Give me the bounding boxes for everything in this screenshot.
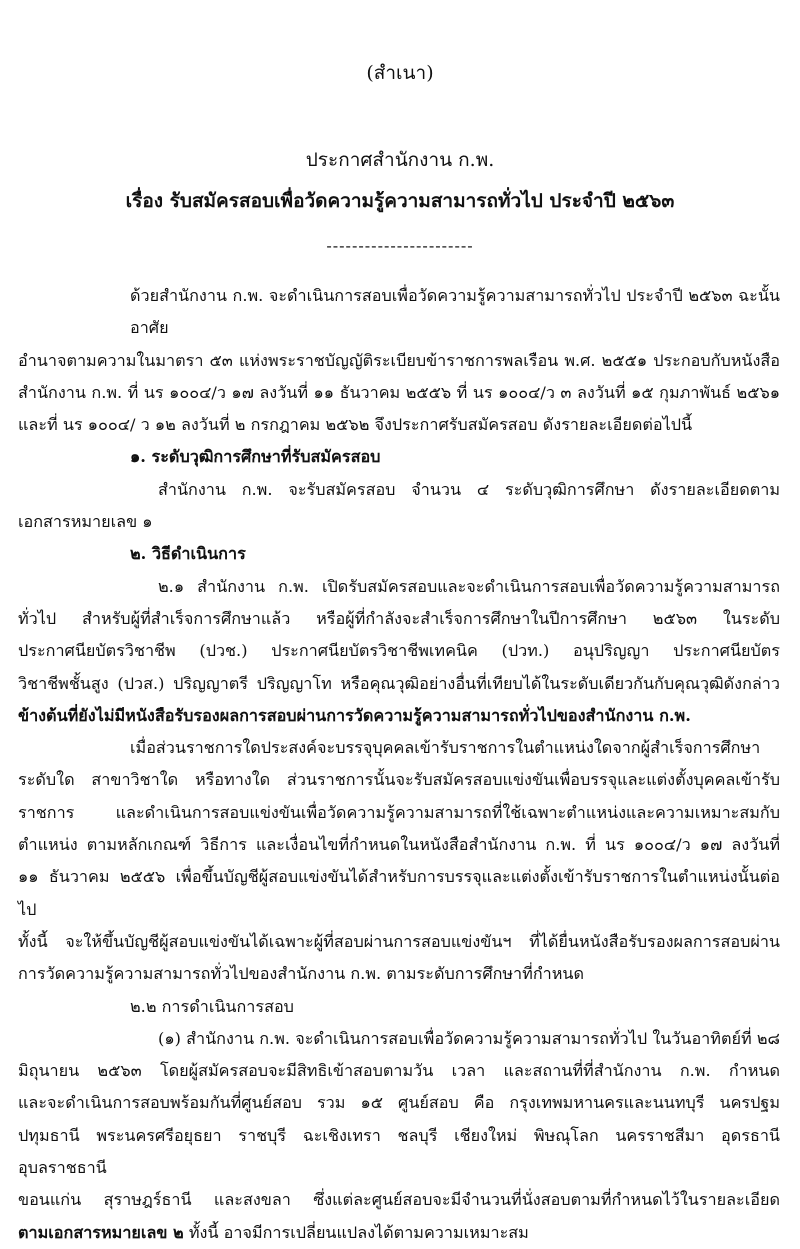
intro-line-3: สำนักงาน ก.พ. ที่ นร ๑๐๐๔/ว ๑๗ ลงวันที่ ๑๑ ธันวาคม ๒๕๕๖ ที่ นร ๑๐๐๔/ว ๓ ลงวันที่ ๑๕ กุมภาพันธ์ ๒๕๖๑ bbox=[18, 382, 780, 402]
section2-para2-line-3: ราชการ และดำเนินการสอบแข่งขันเพื่อวัดความรู้ความสามารถที่ใช้เฉพาะตำแหน่งและความเหมาะสมกับ bbox=[18, 802, 780, 822]
section2-para2-line-2: ระดับใด สาขาวิชาใด หรือทางใด ส่วนราชการนั้นจะรับสมัครสอบแข่งขันเพื่อบรรจุและแต่งตั้งบุคคลเข้ารับ bbox=[18, 770, 780, 790]
section2-para1-line-1: ๒.๑ สำนักงาน ก.พ. เปิดรับสมัครสอบและจะดำเนินการสอบเพื่อวัดความรู้ความสามารถ bbox=[158, 576, 780, 596]
announcement-subject: เรื่อง รับสมัครสอบเพื่อวัดความรู้ความสามารถทั่วไป ประจำปี ๒๕๖๓ bbox=[125, 190, 675, 212]
document-reference-2: ตามเอกสารหมายเลข ๒ bbox=[18, 1222, 184, 1242]
announcement-title: ประกาศสำนักงาน ก.พ. bbox=[305, 149, 495, 171]
section2-para2-line-6: ทั้งนี้ จะให้ขึ้นบัญชีผู้สอบแข่งขันได้เฉพาะผู้ที่สอบผ่านการสอบแข่งขันฯ ที่ได้ยื่นหนังสือรับรองผลการสอบผ่าน bbox=[18, 931, 780, 951]
divider-line: ----------------------- bbox=[326, 236, 474, 255]
section2-para1-line-2: ทั่วไป สำหรับผู้ที่สำเร็จการศึกษาแล้ว หรือผู้ที่กำลังจะสำเร็จการศึกษาในปีการศึกษา ๒๕๖๓ ในระดับ bbox=[18, 608, 780, 628]
section2-para1-line-4: วิชาชีพชั้นสูง (ปวส.) ปริญญาตรี ปริญญาโท หรือคุณวุฒิอย่างอื่นที่เทียบได้ในระดับเดียวกันกับคุณวุฒิดังกล่าว bbox=[18, 673, 780, 693]
intro-line-4: และที่ นร ๑๐๐๔/ ว ๑๒ ลงวันที่ ๒ กรกฎาคม ๒๕๖๒ จึงประกาศรับสมัครสอบ ดังรายละเอียดต่อไปนี้ bbox=[18, 415, 693, 435]
sub22-item1-line-6 bbox=[18, 1217, 780, 1249]
section2-para2-line-4: ตำแหน่ง ตามหลักเกณฑ์ วิธีการ และเงื่อนไขที่กำหนดในหนังสือสำนักงาน ก.พ. ที่ นร ๑๐๐๔/ว ๑๗ ลงวันที่ bbox=[18, 835, 780, 855]
intro-line-1: ด้วยสำนักงาน ก.พ. จะดำเนินการสอบเพื่อวัดความรู้ความสามารถทั่วไป ประจำปี ๒๕๖๓ ฉะนั้น อาศัย bbox=[130, 286, 780, 338]
sub22-heading: ๒.๒ การดำเนินการสอบ bbox=[130, 996, 294, 1016]
intro-line-2: อำนาจตามความในมาตรา ๕๓ แห่งพระราชบัญญัติระเบียบข้าราชการพลเรือน พ.ศ. ๒๕๕๑ ประกอบกับหนังสือ bbox=[18, 350, 780, 370]
sub22-item1-line-1: (๑) สำนักงาน ก.พ. จะดำเนินการสอบเพื่อวัดความรู้ความสามารถทั่วไป ในวันอาทิตย์ที่ ๒๘ bbox=[158, 1028, 780, 1048]
section1-heading: ๑. ระดับวุฒิการศึกษาที่รับสมัครสอบ bbox=[130, 447, 381, 467]
copy-label: (สำเนา) bbox=[366, 62, 434, 84]
section2-para1-line-5: ข้างต้นที่ยังไม่มีหนังสือรับรองผลการสอบผ่านการวัดความรู้ความสามารถทั่วไปของสำนักงาน ก.พ. bbox=[18, 705, 691, 725]
sub22-closing-text: ทั้งนี้ อาจมีการเปลี่ยนแปลงได้ตามความเหมาะสม bbox=[183, 1222, 529, 1242]
section2-para2-line-1: เมื่อส่วนราชการใดประสงค์จะบรรจุบุคคลเข้ารับราชการในตำแหน่งใดจากผู้สำเร็จการศึกษา bbox=[130, 738, 761, 758]
section2-heading: ๒. วิธีดำเนินการ bbox=[130, 544, 246, 564]
section2-para2-line-5: ๑๑ ธันวาคม ๒๕๕๖ เพื่อขึ้นบัญชีผู้สอบแข่งขันได้สำหรับการบรรจุและแต่งตั้งเข้ารับราชการในตำแหน่งนั้นต่อไป bbox=[18, 867, 780, 919]
section2-para1-line-3: ประกาศนียบัตรวิชาชีพ (ปวช.) ประกาศนียบัตรวิชาชีพเทคนิค (ปวท.) อนุปริญญา ประกาศนียบัตร bbox=[18, 641, 780, 661]
sub22-item1-line-2: มิถุนายน ๒๕๖๓ โดยผู้สมัครสอบจะมีสิทธิเข้าสอบตามวัน เวลา และสถานที่ที่สำนักงาน ก.พ. กำหนด bbox=[18, 1061, 780, 1081]
section2-para2-line-7: การวัดความรู้ความสามารถทั่วไปของสำนักงาน ก.พ. ตามระดับการศึกษาที่กำหนด bbox=[18, 964, 584, 984]
section1-line-1: สำนักงาน ก.พ. จะรับสมัครสอบ จำนวน ๔ ระดับวุฒิการศึกษา ดังรายละเอียดตาม bbox=[158, 479, 780, 499]
sub22-item1-line-3: และจะดำเนินการสอบพร้อมกันที่ศูนย์สอบ รวม ๑๕ ศูนย์สอบ คือ กรุงเทพมหานครและนนทบุรี นครปฐม bbox=[18, 1093, 780, 1113]
sub22-item1-line-4: ปทุมธานี พระนครศรีอยุธยา ราชบุรี ฉะเชิงเทรา ชลบุรี เชียงใหม่ พิษณุโลก นครราชสีมา อุดรธานี อุบลราชธานี bbox=[18, 1125, 780, 1178]
section1-line-2: เอกสารหมายเลข ๑ bbox=[18, 512, 153, 532]
sub22-item1-line-5: ขอนแก่น สุราษฎร์ธานี และสงขลา ซึ่งแต่ละศูนย์สอบจะมีจำนวนที่นั่งสอบตามที่กำหนดไว้ในรายละเอียด bbox=[18, 1190, 780, 1210]
document-body bbox=[18, 280, 780, 1249]
